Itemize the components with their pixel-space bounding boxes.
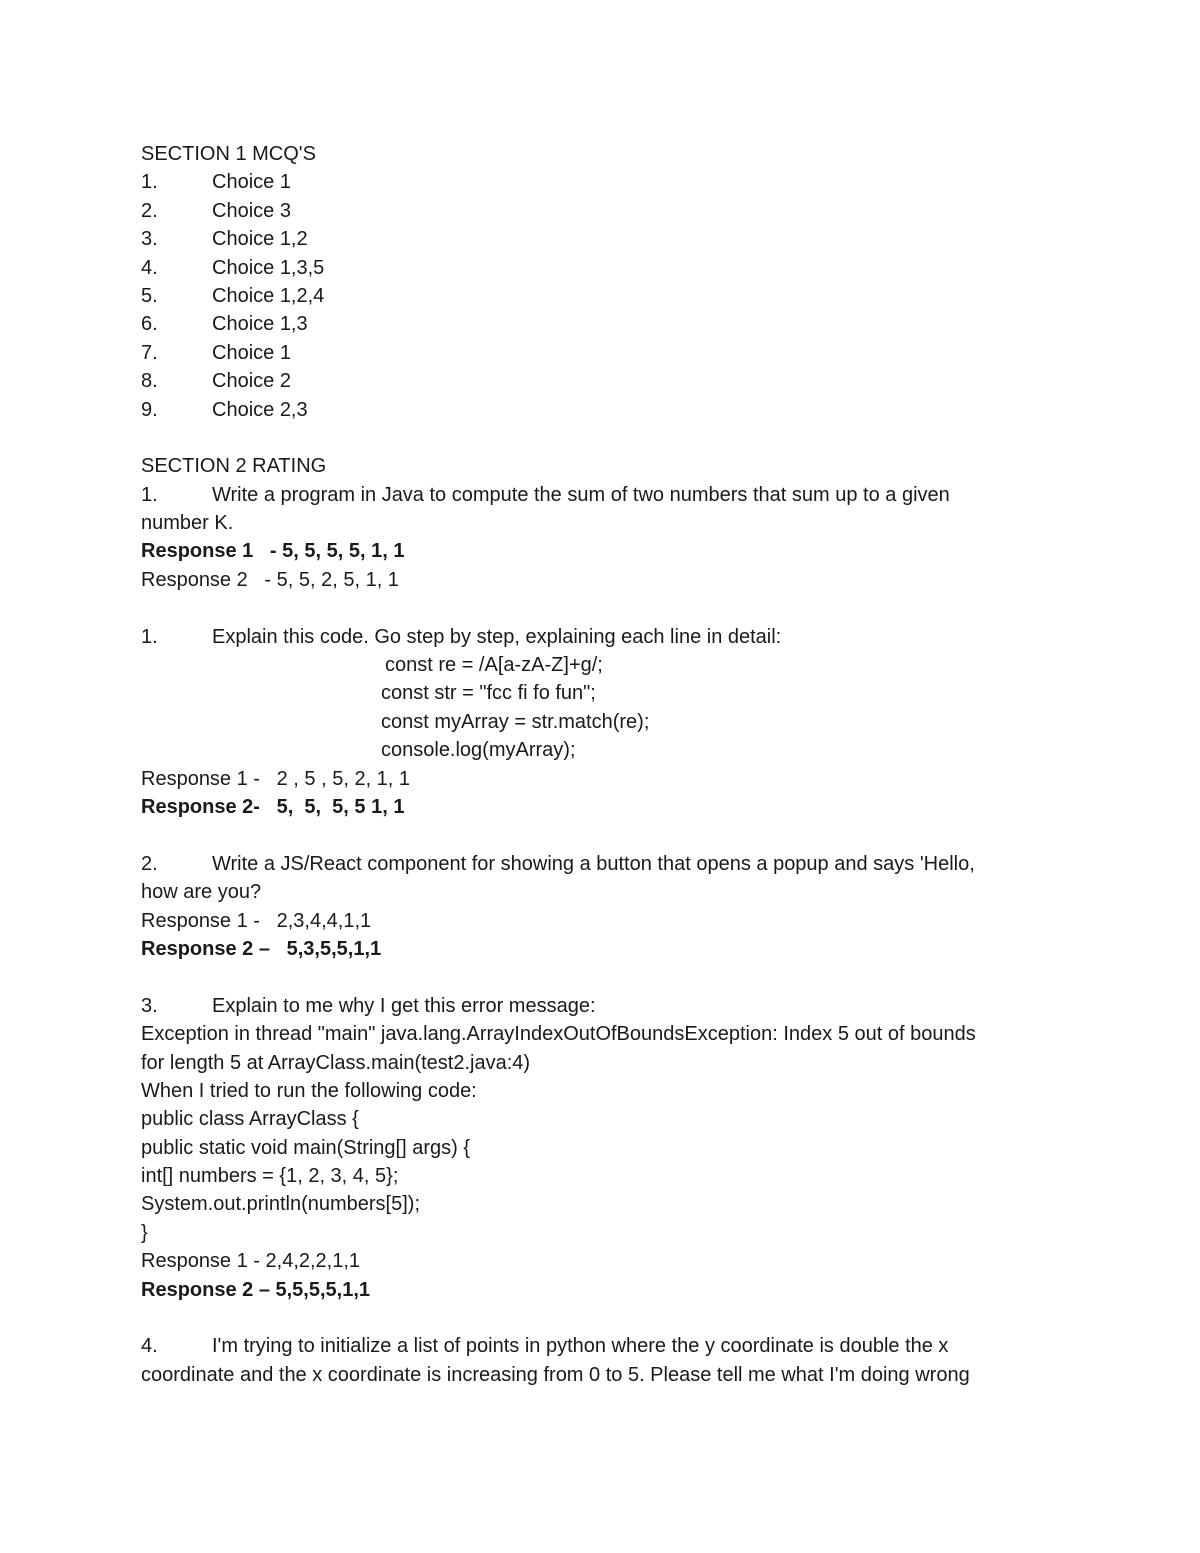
- mcq-number: 7.: [141, 341, 158, 364]
- spacer: [141, 1304, 1061, 1332]
- question-text: Explain to me why I get this error message:: [212, 994, 596, 1017]
- mcq-number: 5.: [141, 284, 158, 307]
- question-1-continued: number K.: [141, 512, 234, 535]
- question-3-continued: how are you?: [141, 881, 262, 904]
- q4-response-1: Response 1 - 2,4,2,2,1,1: [141, 1250, 361, 1273]
- mcq-answer: Choice 1: [212, 171, 291, 194]
- mcq-answer: Choice 1,2,4: [212, 284, 325, 307]
- mcq-answer: Choice 3: [212, 199, 291, 222]
- question-5: [141, 1332, 1061, 1360]
- spacer: [141, 821, 1061, 849]
- code-line: }: [141, 1221, 148, 1244]
- code-line: console.log(myArray);: [381, 739, 576, 762]
- mcq-answer: Choice 2: [212, 370, 291, 393]
- question-number: 2.: [141, 852, 158, 875]
- question-2: [141, 623, 1061, 651]
- question-number: 4.: [141, 1335, 158, 1358]
- question-1: [141, 481, 1061, 509]
- mcq-item: [141, 310, 1061, 338]
- mcq-answer: Choice 1: [212, 341, 291, 364]
- mcq-item: [141, 396, 1061, 424]
- error-line: Exception in thread "main" java.lang.ArrayIndexOutOfBoundsException: Index 5 out of bounds: [141, 1023, 976, 1046]
- code-line: public class ArrayClass {: [141, 1108, 359, 1131]
- q3-response-2: Response 2 – 5,3,5,5,1,1: [141, 937, 382, 960]
- mcq-answer: Choice 1,3,5: [212, 256, 325, 279]
- q3-response-1: Response 1 - 2,3,4,4,1,1: [141, 909, 372, 932]
- mcq-list: [141, 168, 1061, 424]
- question-number: 1.: [141, 625, 158, 648]
- error-line: for length 5 at ArrayClass.main(test2.java:4): [141, 1051, 531, 1074]
- mcq-item: [141, 225, 1061, 253]
- spacer: [141, 424, 1061, 452]
- question-number: 1.: [141, 483, 158, 506]
- q4-response-2: Response 2 – 5,5,5,5,1,1: [141, 1278, 371, 1301]
- question-text: Explain this code. Go step by step, explaining each line in detail:: [212, 625, 782, 648]
- mcq-answer: Choice 1,3: [212, 313, 308, 336]
- spacer: [141, 594, 1061, 622]
- code-line: int[] numbers = {1, 2, 3, 4, 5};: [141, 1165, 399, 1188]
- question-number: 3.: [141, 994, 158, 1017]
- q1-response-2: Response 2 - 5, 5, 2, 5, 1, 1: [141, 568, 399, 591]
- code-line: public static void main(String[] args) {: [141, 1136, 471, 1159]
- q2-response-2: Response 2- 5, 5, 5, 5 1, 1: [141, 795, 405, 818]
- question-3: [141, 850, 1061, 878]
- code-line: const myArray = str.match(re);: [381, 710, 650, 733]
- question-5-continued: coordinate and the x coordinate is increasing from 0 to 5. Please tell me what I'm doing wrong: [141, 1363, 970, 1386]
- section1-title: SECTION 1 MCQ'S: [141, 143, 316, 165]
- mcq-item: [141, 254, 1061, 282]
- question-4: [141, 992, 1061, 1020]
- q2-response-1: Response 1 - 2 , 5 , 5, 2, 1, 1: [141, 767, 411, 790]
- mcq-item: [141, 168, 1061, 196]
- document-page: [141, 140, 1061, 1389]
- code-line: const re = /A[a-zA-Z]+g/;: [385, 654, 603, 677]
- mcq-item: [141, 282, 1061, 310]
- body-line: When I tried to run the following code:: [141, 1079, 477, 1102]
- mcq-item: [141, 367, 1061, 395]
- mcq-answer: Choice 1,2: [212, 228, 308, 251]
- mcq-answer: Choice 2,3: [212, 398, 308, 421]
- spacer: [141, 963, 1061, 991]
- code-line: System.out.println(numbers[5]);: [141, 1193, 420, 1216]
- mcq-item: [141, 197, 1061, 225]
- question-text: I'm trying to initialize a list of points in python where the y coordinate is double the x: [212, 1335, 949, 1358]
- mcq-item: [141, 339, 1061, 367]
- mcq-number: 9.: [141, 398, 158, 421]
- mcq-number: 3.: [141, 228, 158, 251]
- question-text: Write a program in Java to compute the sum of two numbers that sum up to a given: [212, 483, 950, 506]
- mcq-number: 2.: [141, 199, 158, 222]
- mcq-number: 1.: [141, 171, 158, 194]
- mcq-number: 4.: [141, 256, 158, 279]
- q1-response-1: Response 1 - 5, 5, 5, 5, 1, 1: [141, 540, 405, 563]
- code-line: const str = "fcc fi fo fun";: [381, 682, 596, 705]
- mcq-number: 8.: [141, 370, 158, 393]
- section2-title: SECTION 2 RATING: [141, 455, 327, 478]
- question-text: Write a JS/React component for showing a button that opens a popup and says 'Hello,: [212, 852, 975, 875]
- mcq-number: 6.: [141, 313, 158, 336]
